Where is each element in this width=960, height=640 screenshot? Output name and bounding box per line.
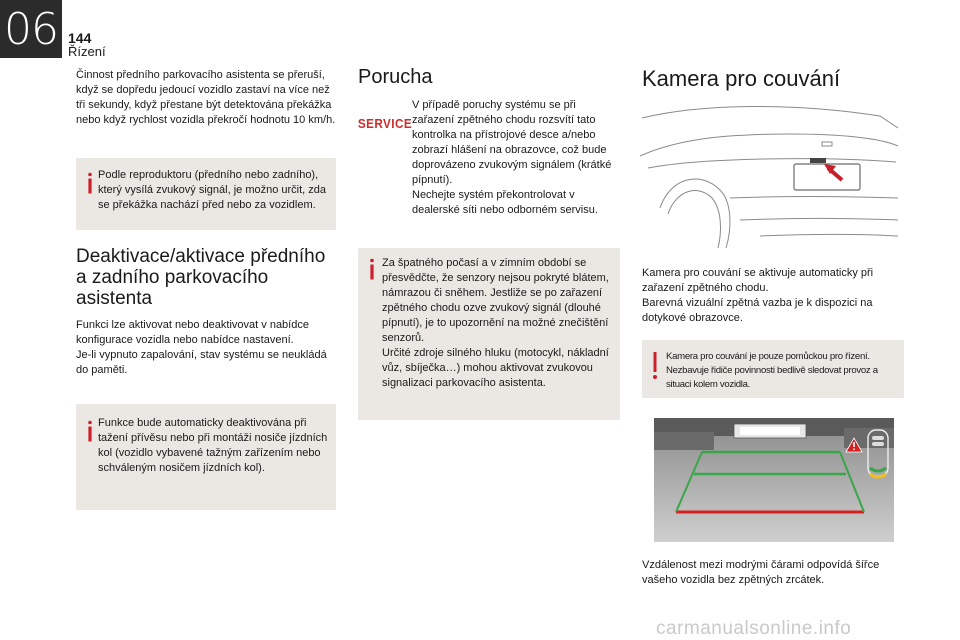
- info-note-weather: [358, 248, 620, 420]
- info-note-speaker: [76, 158, 336, 230]
- watermark: carmanualsonline.info: [656, 618, 852, 639]
- camera-caption: Vzdálenost mezi modrými čárami odpovídá šířce vašeho vozidla bez zpětných zrcátek.: [642, 559, 880, 586]
- note-text: Za špatného počasí a v zimním období se přesvědčte, že senzory nejsou pokryté blátem, námrazou či sněhem. Jestliže se po zařazení zpětného chodu ozve zvukový signál (dlouhé pípnutí), je to upozornění na možné znečištění senzorů. Určité zdroje silného hluku (motocykl, nákladní vůz, sbíječka…) mohou aktivovat zvukovou signalizaci parkovacího asistenta.: [382, 257, 609, 389]
- info-icon: [368, 258, 376, 280]
- info-note-trailer: [76, 404, 336, 510]
- info-icon: [86, 172, 94, 194]
- note-text: Podle reproduktoru (předního nebo zadního), který vysílá zvukový signál, je možno určit, zda se překážka nachází před nebo za vozidlem.: [98, 169, 327, 211]
- warning-text: Kamera pro couvání je pouze pomůckou pro řízení. Nezbavuje řidiče povinnosti bedlivě sledovat provoz a situaci kolem vozidla.: [666, 351, 878, 390]
- note-text: Funkce bude automaticky deaktivována při tažení přívěsu nebo při montáži nosiče jízdních kol (vozidlo vybavené tažným zařízením nebo schváleným nosičem jízdních kol).: [98, 417, 328, 474]
- section-name: Řízení: [68, 44, 106, 59]
- section-heading-camera: Kamera pro couvání: [642, 66, 841, 91]
- info-icon: [86, 420, 94, 442]
- section-heading-fault: Porucha: [358, 66, 433, 88]
- exclamation-icon: [650, 351, 660, 381]
- deactivation-paragraph: Funkci lze aktivovat nebo deaktivovat v nabídce konfigurace vozidla nebo nabídce nastavení. Je-li vypnuto zapalování, stav systému se neukládá do paměti.: [76, 319, 327, 376]
- page-number: 144: [68, 30, 92, 46]
- section-heading-deactivation: Deaktivace/aktivace předního a zadního parkovacího asistenta: [76, 246, 326, 309]
- camera-paragraph: Kamera pro couvání se aktivuje automaticky při zařazení zpětného chodu. Barevná vizuální zpětná vazba je k dispozici na dotykové obrazovce.: [642, 267, 874, 324]
- car-rear-illustration: [640, 98, 900, 256]
- service-lamp-icon: SERVICE: [357, 115, 413, 131]
- reversing-camera-display: [654, 418, 894, 542]
- chapter-number: 06: [0, 0, 62, 58]
- camera-view-image: [654, 418, 894, 542]
- fault-paragraph: V případě poruchy systému se při zařazení zpětného chodu rozsvítí tato kontrolka na přístrojové desce a/nebo zobrazí hlášení na obrazovce, což bude doprovázeno zvukovým signálem (krátké pípnutí). Nechejte systém překontrolovat v dealerské síti nebo odborném servisu.: [412, 99, 612, 216]
- intro-paragraph: Činnost předního parkovacího asistenta se přeruší, když se dopředu jedoucí vozidlo zastaví na více než tři sekundy, když přestane být detektována překážka nebo když rychlost vozidla překročí hodnotu 10 km/h.: [76, 69, 336, 126]
